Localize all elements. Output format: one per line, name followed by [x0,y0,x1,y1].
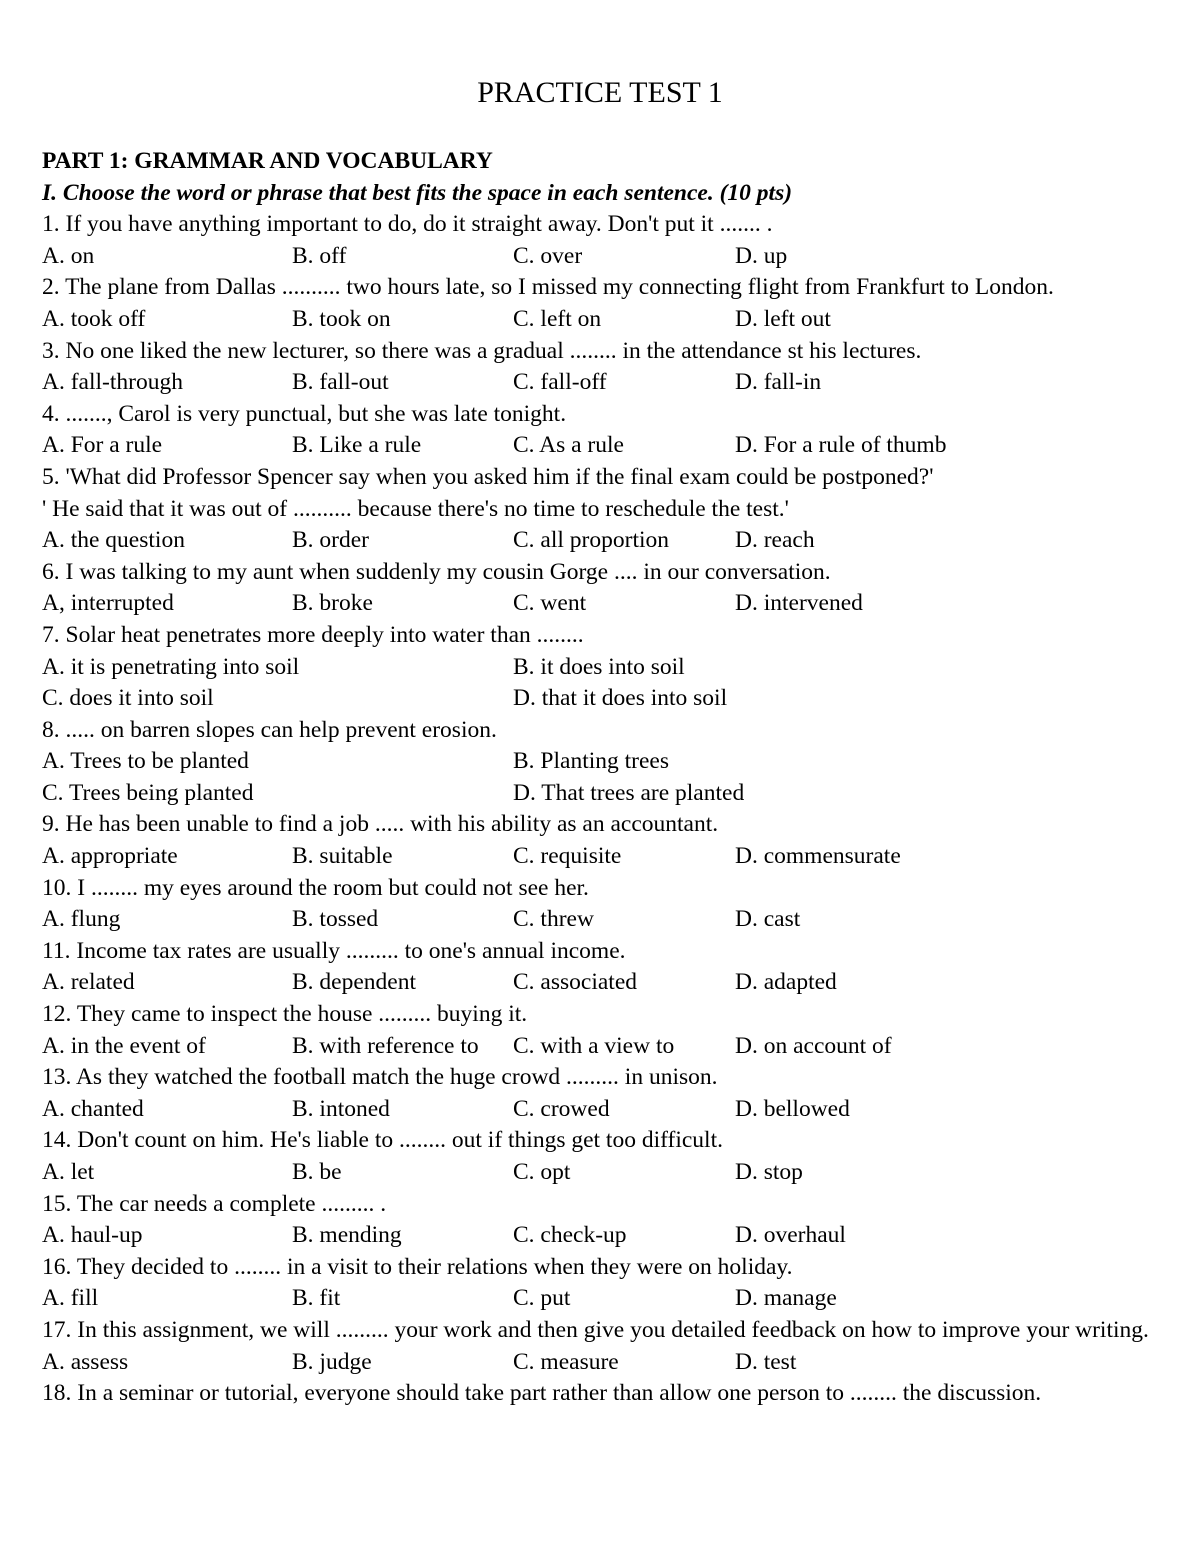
option-b: B. mending [292,1222,402,1249]
options-row [42,967,1153,999]
option-b: B. fit [292,1285,341,1312]
options-row [42,367,1153,399]
options-row [42,1220,1153,1252]
option-b: B. broke [292,590,373,617]
question-text: 12. They came to inspect the house ......... buying it. [42,1001,528,1028]
option-b: B. suitable [292,843,393,870]
option-b: B. be [292,1159,342,1185]
question-text: 10. I ........ my eyes around the room but could not see her. [42,874,589,901]
option-c: C. opt [513,1159,571,1185]
question-text: 13. As they watched the football match the huge crowd ......... in unison. [42,1064,718,1091]
options-row [42,778,1153,810]
option-d: D. left out [735,305,831,332]
option-d: D. cast [735,906,801,933]
question-text: 8. ..... on barren slopes can help prevent erosion. [42,716,497,743]
options-row [42,1283,1153,1315]
option-a: A. fill [42,1285,99,1312]
option-c: C. associated [513,969,637,996]
option-d: D. adapted [735,969,837,996]
option-d: D. manage [735,1285,837,1312]
question-text: 11. Income tax rates are usually ......... to one's annual income. [42,937,626,964]
option-c: C. threw [513,906,594,933]
options-row [42,904,1153,936]
options-row [42,746,1153,778]
section-instruction: I. Choose the word or phrase that best fits the space in each sentence. (10 pts) [42,179,793,206]
option-c: C. check-up [513,1222,627,1249]
option-d: D. intervened [735,590,863,617]
option-b: B. tossed [292,906,379,933]
option-c: C. measure [513,1348,619,1375]
option-b: B. dependent [292,969,416,996]
question-text: 3. No one liked the new lecturer, so there was a gradual ........ in the attendance st his lectures. [42,337,922,364]
option-a: A, interrupted [42,590,174,617]
option-d: D. up [735,242,788,269]
option-a: A. appropriate [42,843,178,870]
option-c: C. As a rule [513,432,624,459]
option-c: C. does it into soil [42,685,214,712]
question-text: 5. 'What did Professor Spencer say when you asked him if the final exam could be postponed?' [42,463,934,490]
question-text: 16. They decided to ........ in a visit to their relations when they were on holiday. [42,1253,793,1280]
option-d: D. commensurate [735,843,901,870]
option-a: A. For a rule [42,432,163,459]
options-row [42,1157,1153,1189]
options-row [42,588,1153,620]
question-text: 15. The car needs a complete ......... . [42,1190,387,1217]
options-row [42,652,1153,684]
option-a: A. on [42,242,95,269]
option-c: C. fall-off [513,369,607,396]
option-a: A. related [42,969,135,996]
options-row [42,841,1153,873]
option-a: A. it is penetrating into soil [42,653,300,680]
option-b: B. order [292,527,370,554]
option-b: B. it does into soil [513,653,685,680]
option-b: B. Planting trees [513,748,669,775]
question-text: 4. ......., Carol is very punctual, but she was late tonight. [42,400,567,427]
question-text: 17. In this assignment, we will ......... your work and then give you detailed feedback on how to improve your writing. [42,1316,1149,1343]
option-c: C. with a view to [513,1032,675,1059]
option-c: C. all proportion [513,527,669,554]
page-title: PRACTICE TEST 1 [477,76,723,109]
question-text-reply: ' He said that it was out of .......... because there's no time to reschedule the test.' [42,495,789,522]
options-row [42,430,1153,462]
question-text: 2. The plane from Dallas .......... two hours late, so I missed my connecting flight from Frankfurt to London. [42,274,1054,301]
option-b: B. Like a rule [292,432,422,459]
option-d: D. bellowed [735,1095,850,1122]
question-text: 6. I was talking to my aunt when suddenly my cousin Gorge .... in our conversation. [42,558,831,585]
option-d: D. That trees are planted [513,779,745,806]
option-d: D. fall-in [735,369,822,396]
question-text: 18. In a seminar or tutorial, everyone should take part rather than allow one person to ........ the discussion. [42,1380,1042,1407]
options-row [42,304,1153,336]
option-c: C. left on [513,305,602,332]
option-d: D. reach [735,527,815,554]
option-a: A. took off [42,305,146,332]
option-d: D. that it does into soil [513,685,728,712]
option-b: B. took on [292,305,391,332]
option-a: A. flung [42,906,121,933]
option-c: C. Trees being planted [42,779,254,806]
options-row [42,1347,1153,1379]
option-b: B. intoned [292,1095,390,1122]
option-d: D. For a rule of thumb [735,432,947,459]
part-heading: PART 1: GRAMMAR AND VOCABULARY [42,148,493,174]
option-c: C. over [513,242,583,269]
question-text: 9. He has been unable to find a job ..... with his ability as an accountant. [42,811,719,838]
option-d: D. overhaul [735,1222,846,1249]
option-c: C. went [513,590,587,617]
test-content [42,146,1153,1410]
option-a: A. assess [42,1348,129,1375]
option-c: C. requisite [513,843,622,870]
option-b: B. with reference to [292,1032,479,1059]
question-text: 7. Solar heat penetrates more deeply into water than ........ [42,621,584,648]
option-a: A. the question [42,527,185,554]
option-a: A. Trees to be planted [42,748,249,775]
options-row [42,683,1153,715]
option-a: A. fall-through [42,369,183,396]
options-row [42,1031,1153,1063]
option-d: D. test [735,1348,797,1375]
options-row [42,1094,1153,1126]
option-a: A. let [42,1159,95,1185]
option-a: A. haul-up [42,1222,143,1249]
option-c: C. put [513,1285,571,1312]
option-a: A. chanted [42,1095,144,1122]
question-text: 1. If you have anything important to do, do it straight away. Don't put it ....... . [42,211,773,238]
option-b: B. judge [292,1348,372,1375]
options-row [42,525,1153,557]
options-row [42,241,1153,273]
option-c: C. crowed [513,1095,610,1122]
question-text: 14. Don't count on him. He's liable to ........ out if things get too difficult. [42,1127,723,1154]
option-d: D. stop [735,1159,803,1185]
option-b: B. off [292,242,347,269]
option-a: A. in the event of [42,1032,206,1059]
option-b: B. fall-out [292,369,389,396]
option-d: D. on account of [735,1032,892,1059]
